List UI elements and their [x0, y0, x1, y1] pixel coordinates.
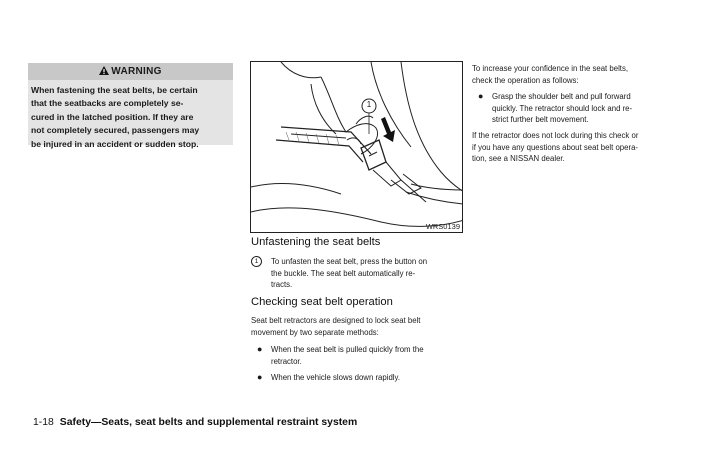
warning-heading: WARNING — [111, 66, 162, 77]
step-line: tracts. — [271, 280, 293, 290]
bullet-dot-icon: ● — [257, 372, 263, 382]
buckle-drawing — [251, 62, 463, 233]
warning-header — [28, 63, 233, 80]
warning-box — [28, 63, 233, 149]
right-outro-line: tion, see a NISSAN dealer. — [472, 154, 565, 164]
checking-intro — [251, 315, 461, 338]
bullet-line: When the vehicle slows down rapidly. — [271, 373, 400, 382]
warning-line: When fastening the seat belts, be certain — [31, 85, 198, 95]
warning-line: not completely secured, passengers may — [31, 125, 200, 136]
right-outro-line: if you have any questions about seat belt opera- — [472, 142, 639, 152]
checking-heading: Checking seat belt operation — [251, 296, 393, 308]
page-number: 1-18 — [33, 417, 54, 428]
step-text — [271, 256, 461, 291]
warning-text — [31, 84, 231, 151]
warning-line: be injured in an accident or sudden stop. — [31, 138, 199, 149]
section-title: Safety—Seats, seat belts and supplemental restraint system — [59, 417, 358, 428]
bullet-line: When the seat belt is pulled quickly from the — [271, 345, 424, 354]
warning-line: that the seatbacks are completely se- — [31, 98, 184, 109]
right-outro — [472, 130, 687, 165]
intro-line: Seat belt retractors are designed to lock seat belt — [251, 316, 421, 325]
seat-belt-illustration — [250, 61, 463, 233]
callout-number: 1 — [366, 100, 372, 109]
right-intro-line: check the operation as follows: — [472, 75, 579, 85]
unfastening-heading: Unfastening the seat belts — [251, 236, 381, 248]
right-bullet-line: strict further belt movement. — [492, 115, 589, 125]
bullet-line: retractor. — [271, 356, 302, 366]
right-bullet-line: Grasp the shoulder belt and pull forward — [492, 92, 631, 101]
page-footer — [33, 417, 357, 428]
figure-code: WRS0139 — [425, 222, 460, 231]
bullet-dot-icon: ● — [257, 344, 263, 354]
warning-line: cured in the latched position. If they are — [31, 111, 194, 122]
step-line: To unfasten the seat belt, press the button on — [271, 257, 428, 266]
step-line: the buckle. The seat belt automatically re- — [271, 268, 416, 278]
intro-line: movement by two separate methods: — [251, 327, 379, 337]
step-number-badge: 1 — [251, 256, 262, 267]
bullet-dot-icon: ● — [478, 91, 484, 101]
right-intro-line: To increase your confidence in the seat belts, — [472, 64, 629, 73]
right-outro-line: If the retractor does not lock during this check or — [472, 131, 639, 140]
right-bullet-line: quickly. The retractor should lock and re- — [492, 103, 633, 113]
right-intro — [472, 63, 682, 86]
warning-triangle-icon — [99, 66, 109, 75]
